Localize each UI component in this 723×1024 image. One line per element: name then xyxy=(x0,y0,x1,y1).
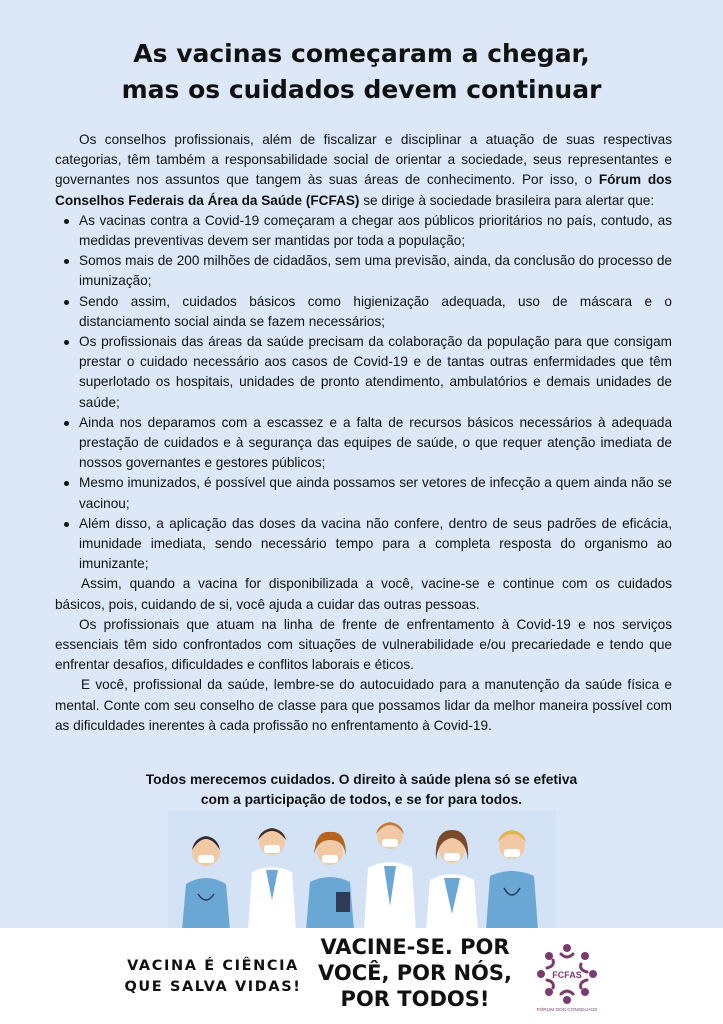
bullet-icon xyxy=(64,340,69,345)
bullet-icon xyxy=(64,259,69,264)
title-line-1: As vacinas começaram a chegar, xyxy=(133,39,590,68)
slogan-science-line-2: QUE SALVA VIDAS! xyxy=(124,979,302,995)
list-item-text: Sendo assim, cuidados básicos como higienização adequada, uso de máscara e o distanciamento social ainda se fazem necessários; xyxy=(79,293,672,329)
slogan-vaccinate xyxy=(316,934,514,1012)
intro-paragraph xyxy=(55,130,672,211)
body-text xyxy=(55,130,672,736)
closing-statement xyxy=(0,770,723,810)
fcfas-logo xyxy=(535,942,599,1016)
alert-list xyxy=(55,211,672,575)
slogan-vaccinate-line-1: VACINE-SE. POR xyxy=(320,935,510,959)
slogan-science xyxy=(118,956,308,998)
intro-bold-org: Fórum dos Conselhos Federais da Área da Saúde (FCFAS) xyxy=(55,172,672,208)
list-item xyxy=(55,292,672,332)
closing-line-1: Todos merecemos cuidados. O direito à saúde plena só se efetiva xyxy=(145,772,578,787)
fcfas-logo-icon xyxy=(535,942,599,1006)
bullet-icon xyxy=(64,421,69,426)
list-item xyxy=(55,332,672,413)
list-item-text: Mesmo imunizados, é possível que ainda possamos ser vetores de infecção a quem ainda não se vacinou; xyxy=(79,475,672,511)
list-item-text: Os profissionais das áreas da saúde precisam da colaboração da população para que consigam prestar o cuidado necessário aos casos de Covid-19 e de tantas outras enfermidades que têm superlotado os hospitais, unidades de pronto atendimento, ambulatórios e demais unidades de saúde; xyxy=(79,334,672,410)
slogan-science-line-1: VACINA É CIÊNCIA xyxy=(127,958,299,974)
list-item xyxy=(55,473,672,513)
list-item-text: As vacinas contra a Covid-19 começaram a chegar aos públicos prioritários no país, contudo, as medidas preventivas devem ser mantidas por toda a população; xyxy=(79,212,672,249)
slogan-vaccinate-line-3: POR TODOS! xyxy=(340,987,490,1011)
paragraph-frontline: Os profissionais que atuam na linha de frente de enfrentamento à Covid-19 e nos serviços essenciais têm sido confrontados com situações de vulnerabilidade e/ou precariedade e tendo que enfrentar desafios, dificuldades e conflitos laborais e éticos. xyxy=(55,616,672,673)
paragraph-vaccinate: Assim, quando a vacina for disponibilizada a você, vacine-se e continue com os cuidados básicos, pois, cuidando de si, você ajuda a cuidar das outras pessoas. xyxy=(55,576,672,612)
title-line-2: mas os cuidados devem continuar xyxy=(121,75,602,104)
logo-acronym: FCFAS xyxy=(552,970,582,980)
health-workers-illustration xyxy=(168,810,556,930)
page-title xyxy=(0,36,723,108)
intro-text-end: se dirige à sociedade brasileira para alertar que: xyxy=(359,192,655,208)
list-item xyxy=(55,251,672,291)
bullet-icon xyxy=(64,481,69,486)
intro-text: Os conselhos profissionais, além de fiscalizar e disciplinar a atuação de suas respectivas categorias, têm também a responsabilidade social de orientar a sociedade, seus representantes e governantes nos assuntos que tangem às suas áreas de conhecimento. Por isso, o xyxy=(55,132,672,188)
bullet-icon xyxy=(64,300,69,305)
list-item-text: Ainda nos deparamos com a escassez e a falta de recursos básicos necessários à adequada prestação de cuidados e à segurança das equipes de saúde, o que requer atenção imediata de nossos governantes e gestores públicos; xyxy=(79,414,672,471)
list-item xyxy=(55,413,672,474)
list-item-text: Somos mais de 200 milhões de cidadãos, sem uma previsão, ainda, da conclusão do processo de imunização; xyxy=(79,253,672,289)
closing-line-2: com a participação de todos, e se for para todos. xyxy=(200,792,523,807)
bullet-icon xyxy=(64,219,69,224)
footer-band xyxy=(0,928,723,1024)
logo-caption: FÓRUM DOS CONSELHOS xyxy=(536,1008,598,1013)
paragraph-selfcare: E você, profissional da saúde, lembre-se do autocuidado para a manutenção da saúde física e mental. Conte com seu conselho de classe para que possamos lidar da melhor maneira possível com as dificuldades inerentes à cada profissão no enfrentamento à Covid-19. xyxy=(55,677,672,733)
slogan-vaccinate-line-2: VOCÊ, POR NÓS, xyxy=(317,961,513,985)
list-item xyxy=(55,211,672,251)
list-item-text: Além disso, a aplicação das doses da vacina não confere, dentro de seus padrões de eficácia, imunidade imediata, sendo necessário tempo para a completa resposta do organismo ao imunizante; xyxy=(79,515,672,572)
list-item xyxy=(55,514,672,575)
bullet-icon xyxy=(64,522,69,527)
